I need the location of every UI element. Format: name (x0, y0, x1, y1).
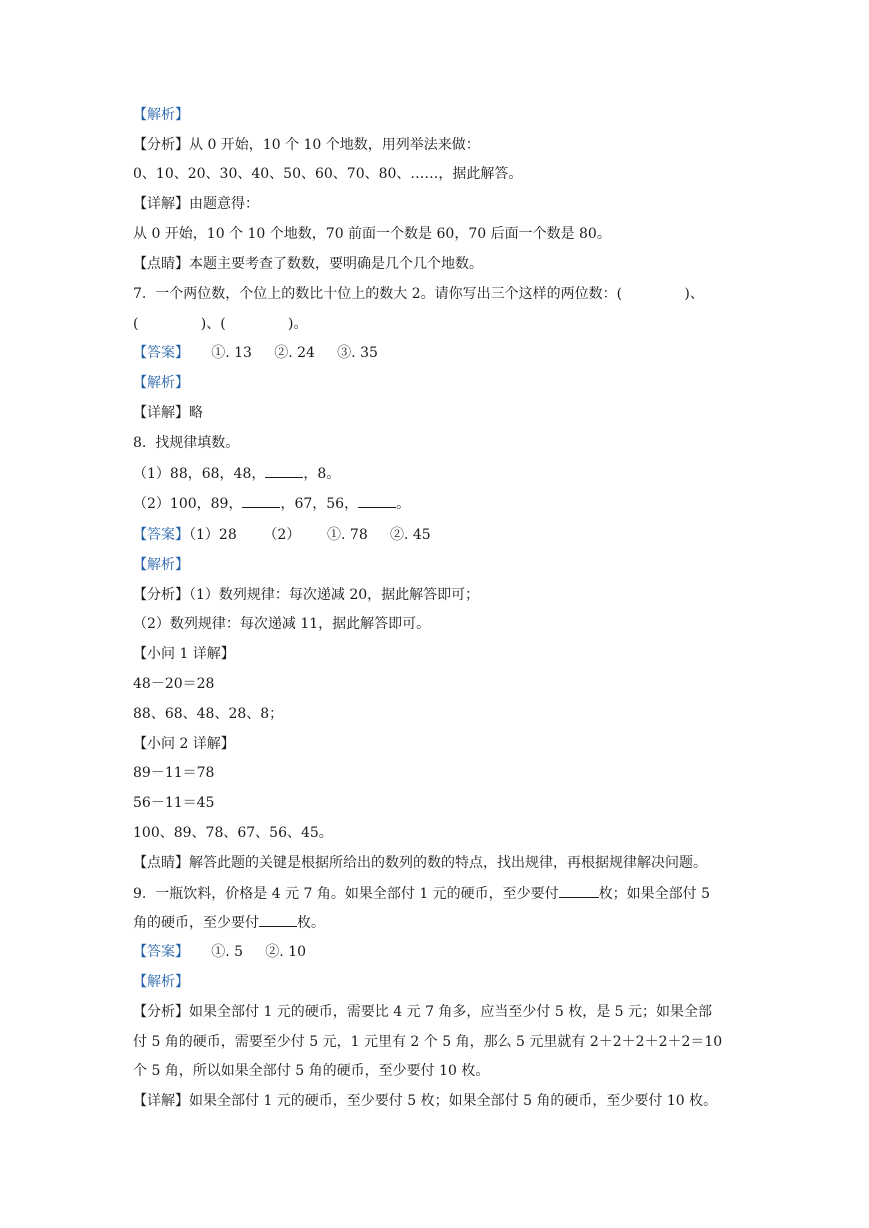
q7-answer-label: 【答案】 (133, 345, 189, 361)
q9-stem-line2 (133, 912, 743, 933)
q8-stem: 8. 找规律填数。 (133, 435, 240, 451)
q8-part1 (133, 463, 743, 484)
q7-jiexi-label: 【解析】 (133, 375, 189, 391)
q9-stem2-pre: 角的硬币，至少要付 (133, 915, 259, 931)
q8-answer-row (133, 525, 743, 545)
q6-sequence: 0、10、20、30、40、50、60、70、80、……，据此解答。 (133, 166, 523, 182)
q8-answer: （1）28 （2） ①. 78 ②. 45 (189, 527, 431, 543)
q6-xiangjie: 从 0 开始，10 个 10 个地数，70 前面一个数是 60，70 后面一个数是 80。 (133, 226, 611, 242)
q7-xiangjie: 【详解】略 (133, 405, 203, 421)
q9-stem-line1 (133, 883, 743, 904)
q8-dianjing: 【点睛】解答此题的关键是根据所给出的数列的数的特点，找出规律，再根据规律解决问题。 (133, 855, 707, 871)
q9-answer-row (133, 942, 743, 962)
q8-blank-2 (242, 493, 280, 508)
q9-answer-label: 【答案】 (133, 944, 189, 960)
q8-blank-1 (265, 463, 303, 478)
q7-answer: ①. 13 ②. 24 ③. 35 (189, 345, 378, 361)
q8-jiexi-label: 【解析】 (133, 557, 189, 573)
q9-fenxi-3: 个 5 角，所以如果全部付 5 角的硬币，至少要付 10 枚。 (133, 1063, 490, 1079)
q6-dianjing: 【点睛】本题主要考查了数数，要明确是几个几个地数。 (133, 256, 483, 272)
q7-stem-line1: 7. 一个两位数，个位上的数比十位上的数大 2。请你写出三个这样的两位数：( )、 (133, 286, 704, 302)
q9-fenxi-1: 【分析】如果全部付 1 元的硬币，需要比 4 元 7 角多，应当至少付 5 枚，是 5 元；如果全部 (133, 1004, 713, 1020)
q8-part2-mid: ，67，56， (280, 496, 359, 512)
q6-fenxi: 【分析】从 0 开始，10 个 10 个地数，用列举法来做： (133, 137, 480, 153)
q9-blank-2 (259, 912, 297, 927)
q8-blank-3 (358, 493, 396, 508)
q8-sub2-line3: 100、89、78、67、56、45。 (133, 825, 333, 841)
q8-sub2-line1: 89－11＝78 (133, 765, 215, 781)
q8-part2-pre: （2）100，89， (133, 496, 243, 512)
q8-sub2-title: 【小问 2 详解】 (133, 736, 235, 752)
q8-fenxi-1: 【分析】（1）数列规律：每次递减 20，据此解答即可； (133, 587, 480, 603)
q6-jiexi-label: 【解析】 (133, 107, 189, 123)
q9-jiexi-label: 【解析】 (133, 974, 189, 990)
q8-part1-post: ，8。 (303, 466, 341, 482)
q9-blank-1 (559, 883, 599, 898)
q8-part2-post: 。 (396, 496, 411, 512)
q6-xiangjie-title: 【详解】由题意得： (133, 196, 259, 212)
q7-stem-line2: ( )、( )。 (133, 316, 308, 332)
q8-part1-pre: （1）88，68，48， (133, 466, 266, 482)
q8-fenxi-2: （2）数列规律：每次递减 11，据此解答即可。 (133, 616, 431, 632)
q9-stem1-pre: 9. 一瓶饮料，价格是 4 元 7 角。如果全部付 1 元的硬币，至少要付 (133, 886, 559, 902)
q8-sub1-title: 【小问 1 详解】 (133, 646, 235, 662)
q9-xiangjie: 【详解】如果全部付 1 元的硬币，至少要付 5 枚；如果全部付 5 角的硬币，至少要付 10 枚。 (133, 1093, 718, 1109)
q8-sub1-line1: 48－20＝28 (133, 676, 215, 692)
q8-sub1-line2: 88、68、48、28、8； (133, 706, 284, 722)
q9-stem2-post: 枚。 (297, 915, 325, 931)
q7-answer-row (133, 343, 743, 363)
q8-answer-label: 【答案】 (133, 527, 189, 543)
q9-answer: ①. 5 ②. 10 (189, 944, 307, 960)
q9-stem1-post: 枚；如果全部付 5 (598, 886, 711, 902)
q8-sub2-line2: 56－11＝45 (133, 795, 215, 811)
q9-fenxi-2: 付 5 角的硬币，需要至少付 5 元，1 元里有 2 个 5 角，那么 5 元里就有 2＋2＋2＋2＋2＝10 (133, 1034, 723, 1050)
q8-part2 (133, 493, 743, 514)
